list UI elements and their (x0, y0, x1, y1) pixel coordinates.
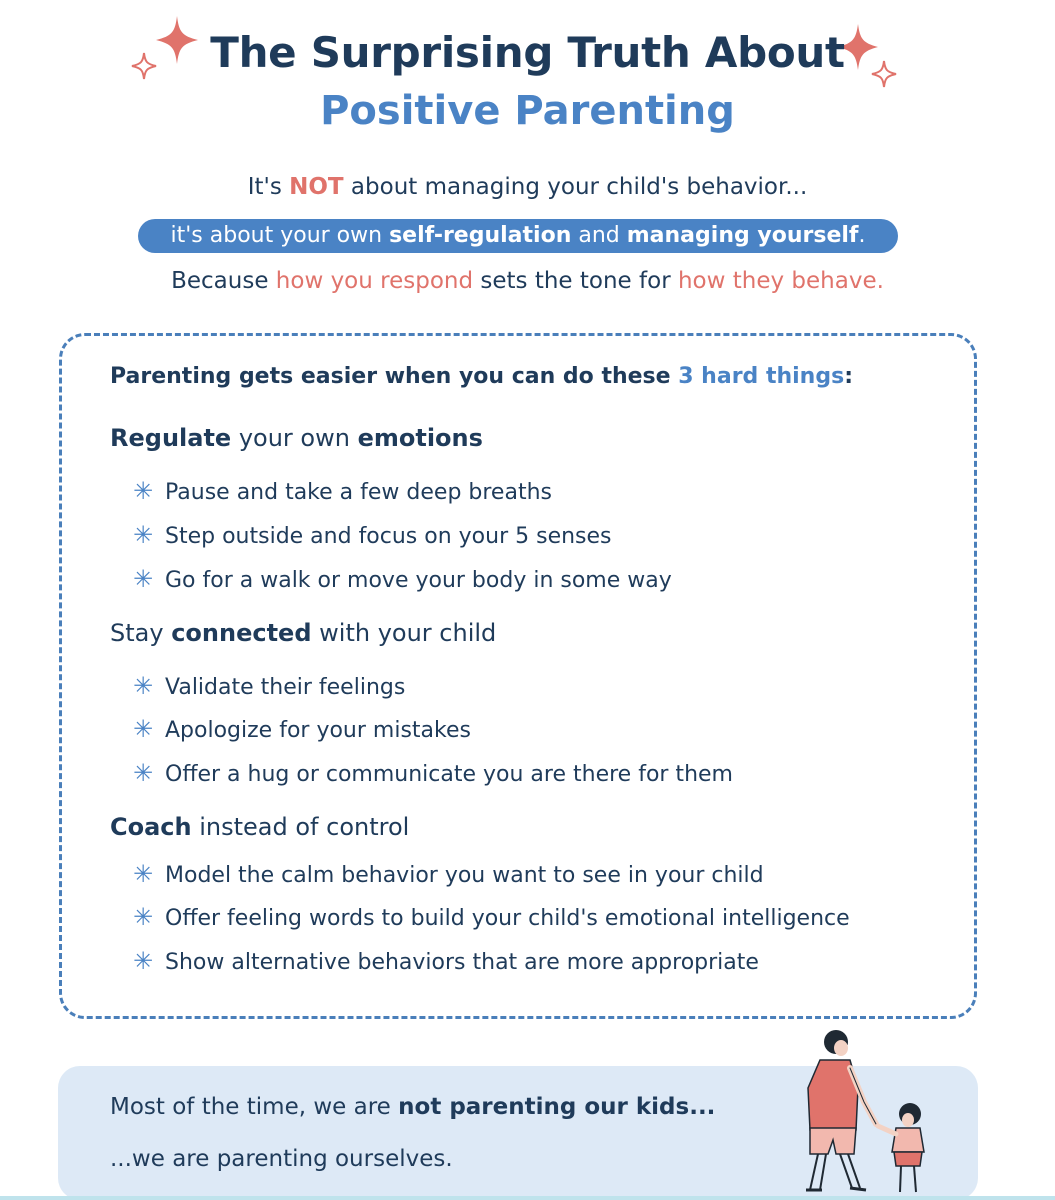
asterisk-icon: ✳ (132, 672, 154, 700)
bottom-divider (0, 1196, 1055, 1200)
list-item: ✳ Offer feeling words to build your child's emotional intelligence (130, 903, 850, 931)
asterisk-icon: ✳ (132, 860, 154, 888)
asterisk-icon: ✳ (132, 565, 154, 593)
tips-intro: Parenting gets easier when you can do these 3 hard things: (110, 364, 853, 389)
page-title-line1: The Surprising Truth About (210, 28, 845, 77)
section-heading-connected: Stay connected with your child (110, 619, 497, 647)
asterisk-icon: ✳ (132, 477, 154, 505)
highlight-pill: it's about your own self-regulation and managing yourself. (138, 219, 898, 253)
parent-child-illustration (780, 1024, 940, 1198)
asterisk-icon: ✳ (132, 903, 154, 931)
asterisk-icon: ✳ (132, 521, 154, 549)
intro-line-1: It's NOT about managing your child's behavior... (247, 174, 808, 200)
list-item: ✳ Validate their feelings (130, 672, 405, 700)
list-item: ✳ Show alternative behaviors that are more appropriate (130, 947, 759, 975)
list-item: ✳ Offer a hug or communicate you are there for them (130, 759, 733, 787)
asterisk-icon: ✳ (132, 759, 154, 787)
section-heading-coach: Coach instead of control (110, 813, 410, 841)
list-item: ✳ Pause and take a few deep breaths (130, 477, 552, 505)
intro-line-3: Because how you respond sets the tone for how they behave. (171, 268, 884, 294)
section-heading-regulate: Regulate your own emotions (110, 424, 483, 452)
list-item: ✳ Step outside and focus on your 5 senses (130, 521, 612, 549)
callout-line-1: Most of the time, we are not parenting our kids... (110, 1094, 716, 1120)
list-item: ✳ Go for a walk or move your body in some way (130, 565, 672, 593)
asterisk-icon: ✳ (132, 947, 154, 975)
page-title-line2: Positive Parenting (320, 88, 735, 134)
list-item: ✳ Apologize for your mistakes (130, 715, 471, 743)
list-item: ✳ Model the calm behavior you want to see in your child (130, 860, 764, 888)
asterisk-icon: ✳ (132, 715, 154, 743)
callout-line-2: ...we are parenting ourselves. (110, 1146, 453, 1172)
